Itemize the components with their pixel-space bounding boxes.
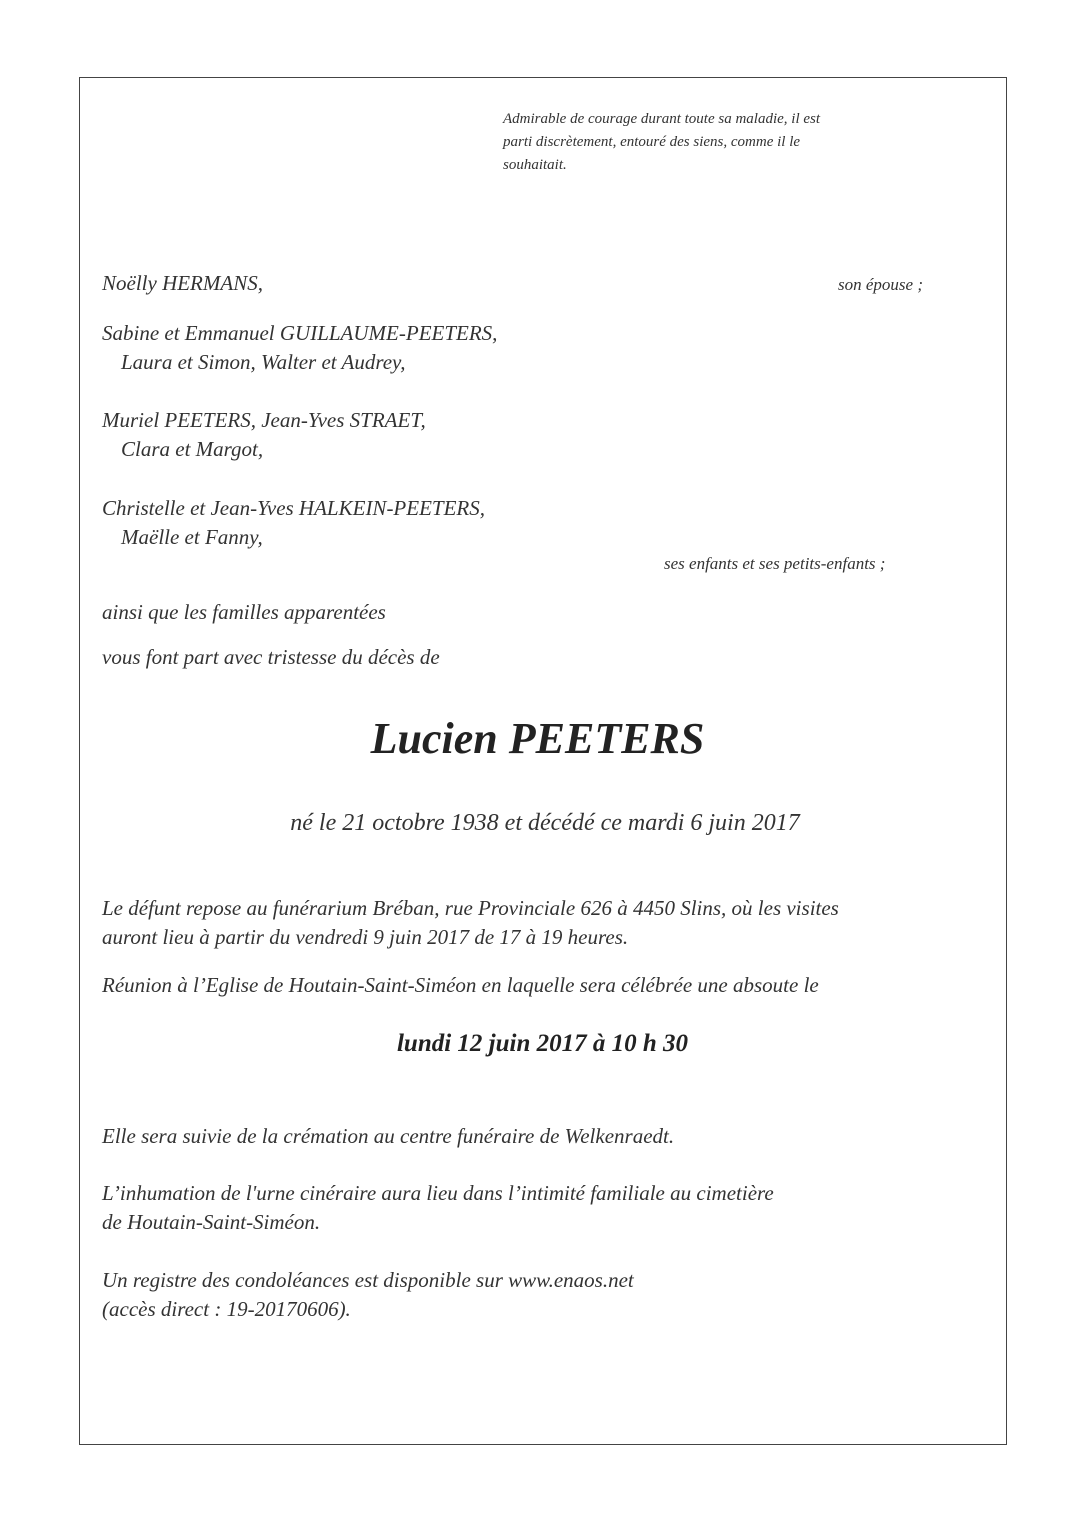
deceased-name: Lucien PEETERS xyxy=(370,714,705,763)
child-family-3 xyxy=(102,494,485,552)
child-family-line: Christelle et Jean-Yves HALKEIN-PEETERS, xyxy=(102,496,486,520)
child-family-line: Muriel PEETERS, Jean-Yves STRAET, xyxy=(102,408,426,432)
birth-death-dates: né le 21 octobre 1938 et décédé ce mardi 6 juin 2017 xyxy=(290,810,800,836)
visitation-line: auront lieu à partir du vendredi 9 juin 2017 de 17 à 19 heures. xyxy=(102,925,629,949)
epigraph-line: parti discrètement, entouré des siens, comme il le xyxy=(503,134,801,150)
ceremony-datetime: lundi 12 juin 2017 à 10 h 30 xyxy=(396,1030,689,1057)
grandchildren-line: Laura et Simon, Walter et Audrey, xyxy=(121,350,406,374)
visitation-info xyxy=(102,894,839,952)
children-relation: ses enfants et ses petits-enfants ; xyxy=(664,554,886,573)
burial-line: de Houtain-Saint-Siméon. xyxy=(102,1210,321,1234)
child-family-2 xyxy=(102,406,426,464)
epigraph xyxy=(503,108,943,177)
child-family-line: Sabine et Emmanuel GUILLAUME-PEETERS, xyxy=(102,321,498,345)
condolences-line: (accès direct : 19-20170606). xyxy=(102,1297,351,1321)
grandchildren-line: Maëlle et Fanny, xyxy=(121,525,263,549)
child-family-1 xyxy=(102,319,497,377)
visitation-line: Le défunt repose au funérarium Bréban, rue Provinciale 626 à 4450 Slins, où les visites xyxy=(102,896,839,920)
condolences-line: Un registre des condoléances est disponible sur www.enaos.net xyxy=(102,1268,634,1292)
burial-info xyxy=(102,1179,774,1237)
epigraph-line: souhaitait. xyxy=(503,157,567,173)
epigraph-line: Admirable de courage durant toute sa maladie, il est xyxy=(503,111,821,127)
grandchildren-line: Clara et Margot, xyxy=(121,437,264,461)
condolences-info xyxy=(102,1266,634,1324)
spouse-relation: son épouse ; xyxy=(838,275,923,294)
burial-line: L’inhumation de l'urne cinéraire aura lieu dans l’intimité familiale au cimetière xyxy=(102,1181,774,1205)
announcement-line: vous font part avec tristesse du décès de xyxy=(102,645,440,669)
relatives-line: ainsi que les familles apparentées xyxy=(102,600,386,624)
cremation-info: Elle sera suivie de la crémation au centre funéraire de Welkenraedt. xyxy=(102,1124,675,1148)
ceremony-intro: Réunion à l’Eglise de Houtain-Saint-Siméon en laquelle sera célébrée une absoute le xyxy=(102,973,819,997)
spouse-name: Noëlly HERMANS, xyxy=(102,271,263,295)
